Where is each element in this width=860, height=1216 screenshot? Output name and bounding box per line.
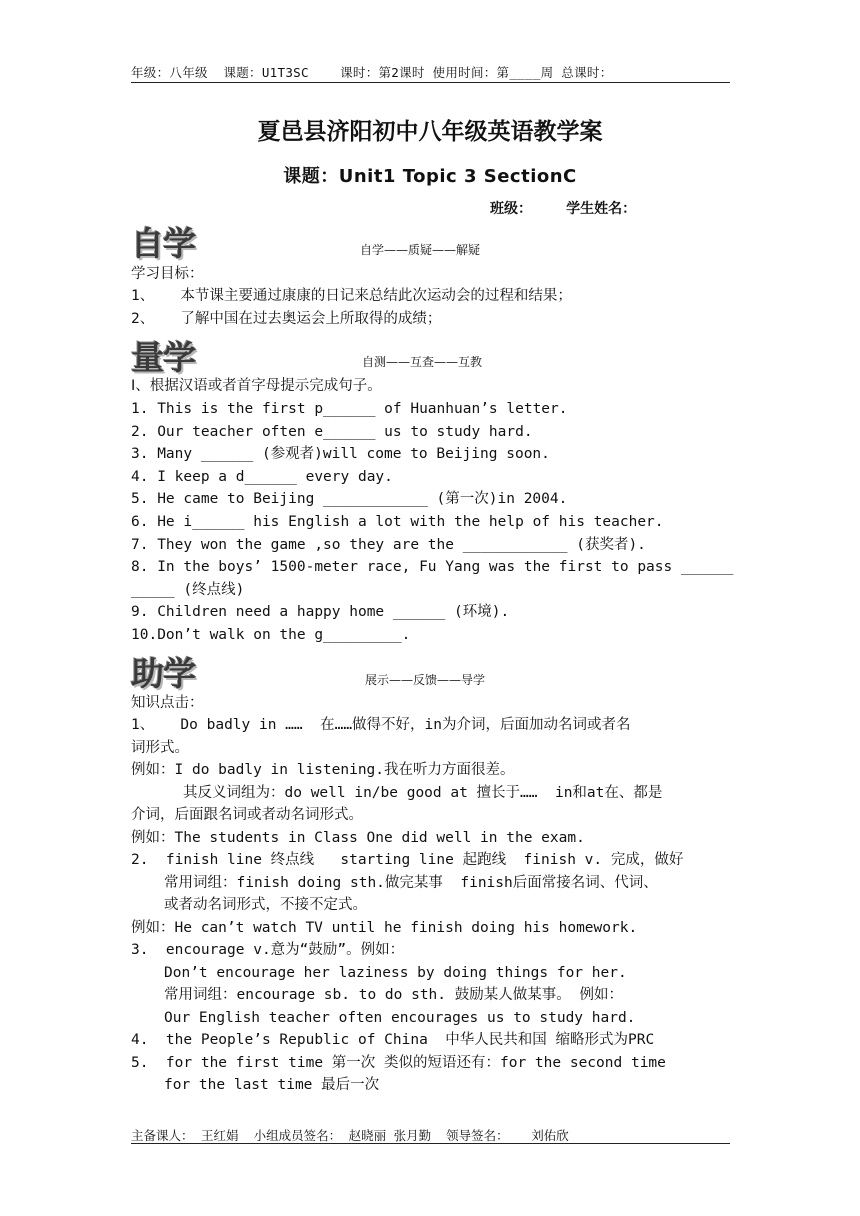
exercise-item: 7. They won the game ,so they are the ____________ (获奖者).	[131, 537, 646, 553]
knowledge-line: 例如：I do badly in listening.我在听力方面很差。	[131, 762, 515, 778]
knowledge-heading: 知识点击：	[131, 695, 204, 711]
knowledge-line: 3. encourage v.意为“鼓励”。例如：	[131, 942, 405, 958]
lesson-subtitle: 课题：Unit1 Topic 3 SectionC	[283, 166, 577, 187]
knowledge-line: 例如：He can’t watch TV until he finish doing his homework.	[131, 920, 638, 936]
exercise-item: 5. He came to Beijing ____________ (第一次)in 2004.	[131, 491, 568, 507]
knowledge-line: 4. the People’s Republic of China 中华人民共和国 缩略形式为PRC	[131, 1032, 655, 1048]
knowledge-line: 常用词组：finish doing sth.做完某事 finish后面常接名词、代词、	[164, 875, 658, 891]
knowledge-line: 5. for the first time 第一次 类似的短语还有：for the second time	[131, 1055, 666, 1071]
knowledge-line: 其反义词组为：do well in/be good at 擅长于…… in和at在、都是	[183, 785, 663, 801]
header-rule	[131, 82, 730, 83]
footer-rule	[131, 1143, 730, 1144]
exercise-item: 1. This is the first p______ of Huanhuan’s letter.	[131, 401, 568, 417]
measure-badge: 量学	[131, 338, 195, 377]
knowledge-line: 常用词组：encourage sb. to do sth. 鼓励某人做某事。 例如：	[164, 987, 623, 1003]
exercise-heading: Ⅰ、根据汉语或者首字母提示完成句子。	[131, 378, 382, 394]
knowledge-line: 或者动名词形式，不接不定式。	[164, 897, 367, 913]
measure-motto: 自测——互查——互教	[362, 355, 483, 369]
exercise-item: 4. I keep a d______ every day.	[131, 469, 393, 485]
knowledge-line: Don’t encourage her laziness by doing things for her.	[164, 965, 627, 981]
knowledge-line: Our English teacher often encourages us to study hard.	[164, 1010, 636, 1026]
knowledge-line: for the last time 最后一次	[164, 1077, 380, 1093]
goal-item: 1、 本节课主要通过康康的日记来总结此次运动会的过程和结果；	[131, 288, 572, 304]
class-name-line: 班级： 学生姓名：	[490, 201, 637, 217]
help-motto: 展示——反馈——导学	[365, 673, 486, 687]
exercise-item: 10.Don’t walk on the g_________.	[131, 627, 411, 643]
knowledge-line: 2. finish line 终点线 starting line 起跑线 finish v. 完成，做好	[131, 852, 684, 868]
knowledge-line: 1、 Do badly in …… 在……做得不好，in为介词，后面加动名词或者名	[131, 717, 631, 733]
self-study-motto: 自学——质疑——解疑	[360, 243, 481, 257]
knowledge-line: 介词，后面跟名词或者动名词形式。	[131, 807, 363, 823]
knowledge-line: 词形式。	[131, 740, 189, 756]
footer-signatures: 主备课人： 王红娟 小组成员签名： 赵晓丽 张月勤 领导签名： 刘佑欣	[131, 1128, 569, 1143]
knowledge-line: 例如：The students in Class One did well in the exam.	[131, 830, 585, 846]
help-badge: 助学	[131, 654, 195, 693]
exercise-item: 8. In the boys’ 1500-meter race, Fu Yang was the first to pass ______	[131, 559, 734, 575]
exercise-item-continued: _____ (终点线)	[131, 582, 245, 598]
exercise-item: 3. Many ______ (参观者)will come to Beijing soon.	[131, 446, 550, 462]
exercise-item: 9. Children need a happy home ______ (环境).	[131, 604, 510, 620]
exercise-item: 2. Our teacher often e______ us to study hard.	[131, 424, 533, 440]
self-study-badge: 自学	[131, 224, 195, 263]
header-info: 年级：八年级 课题：U1T3SC 课时：第2课时 使用时间：第____周 总课时：	[131, 65, 613, 80]
goal-item: 2、 了解中国在过去奥运会上所取得的成绩；	[131, 311, 442, 327]
page-title: 夏邑县济阳初中八年级英语教学案	[257, 119, 603, 145]
exercise-item: 6. He i______ his English a lot with the help of his teacher.	[131, 514, 664, 530]
goals-heading: 学习目标：	[131, 266, 204, 282]
